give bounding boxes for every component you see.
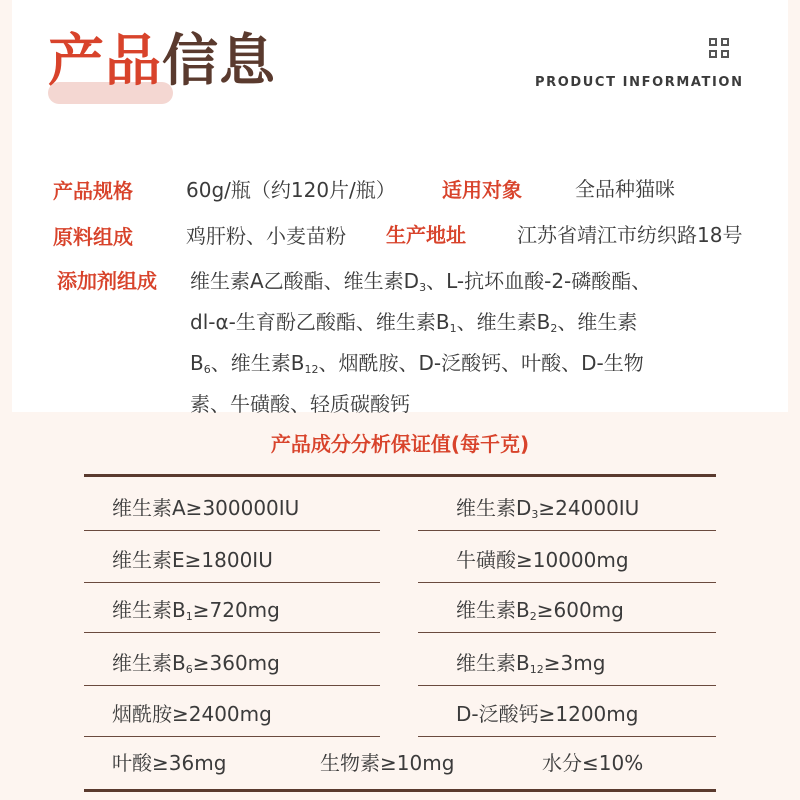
subscript: 12	[304, 363, 319, 376]
analysis-cell: 维生素$D_3\ge 24000IU$	[456, 496, 640, 521]
additives-label: 添加剂组成	[57, 269, 157, 293]
analysis-title: 产品成分分析保证值(每千克)	[270, 432, 530, 456]
ingredients-value: 鸡肝粉、小麦苗粉	[186, 224, 346, 248]
row-divider	[84, 530, 380, 531]
analysis-cell: 维生素$B_6\ge 360mg$	[112, 651, 280, 676]
page-subtitle: PRODUCT INFORMATION	[535, 75, 744, 90]
subscript: 3	[419, 281, 427, 294]
subscript: 3	[531, 508, 539, 521]
table-bottom-border	[84, 789, 716, 792]
spec-label: 产品规格	[53, 179, 133, 203]
title-part-2: 信息	[162, 29, 276, 94]
additives-list	[190, 264, 750, 421]
subscript: 2	[550, 322, 558, 335]
analysis-cell: 牛磺酸≥10000mg	[456, 548, 629, 572]
ingredients-label: 原料组成	[53, 225, 133, 249]
analysis-cell: 维生素E≥1800IU	[112, 548, 273, 572]
row-divider	[418, 632, 716, 633]
address-label: 生产地址	[386, 223, 466, 247]
spec-value: 60g/瓶（约120片/瓶）	[186, 178, 396, 202]
analysis-cell: 叶酸≥36mg	[112, 751, 227, 775]
row-divider	[418, 685, 716, 686]
additives-line: $B_6$、维生素$B_{12}$、烟酰胺、D-泛酸钙、叶酸、D-生物	[190, 351, 644, 376]
analysis-cell: 维生素$B_{12}\ge 3mg$	[456, 651, 606, 676]
subscript: 1	[185, 610, 193, 623]
row-divider	[84, 685, 380, 686]
title-part-1: 产品	[48, 29, 162, 94]
subscript: 6	[203, 363, 211, 376]
row-divider	[84, 736, 380, 737]
subscript: 6	[185, 663, 193, 676]
additives-line: 素、牛磺酸、轻质碳酸钙	[190, 392, 410, 416]
target-value: 全品种猫咪	[575, 177, 675, 201]
grid-icon	[709, 38, 731, 60]
row-divider	[84, 582, 380, 583]
row-divider	[84, 632, 380, 633]
address-value: 江苏省靖江市纺织路18号	[517, 223, 743, 247]
analysis-cell: 维生素$B_1\ge 720mg$	[112, 598, 280, 623]
row-divider	[418, 530, 716, 531]
additives-line: dl-α-生育酚乙酸酯、维生素$B_1$、维生素$B_2$、维生素	[190, 310, 638, 335]
analysis-cell: D-泛酸钙≥1200mg	[456, 702, 639, 726]
analysis-cell: 烟酰胺≥2400mg	[112, 702, 272, 726]
analysis-cell: 水分≤10%	[542, 751, 644, 775]
analysis-cell: 维生素A≥300000IU	[112, 496, 300, 520]
row-divider	[418, 582, 716, 583]
analysis-cell: 维生素$B_2\ge 600mg$	[456, 598, 624, 623]
subscript: 12	[529, 663, 544, 676]
analysis-cell: 生物素≥10mg	[320, 751, 455, 775]
additives-line: 维生素A乙酸酯、维生素$D_3$、L-抗坏血酸-2-磷酸酯、	[190, 269, 652, 294]
target-label: 适用对象	[442, 178, 522, 202]
subscript: 2	[529, 610, 537, 623]
subscript: 1	[449, 322, 457, 335]
table-top-border	[84, 474, 716, 477]
row-divider	[418, 736, 716, 737]
